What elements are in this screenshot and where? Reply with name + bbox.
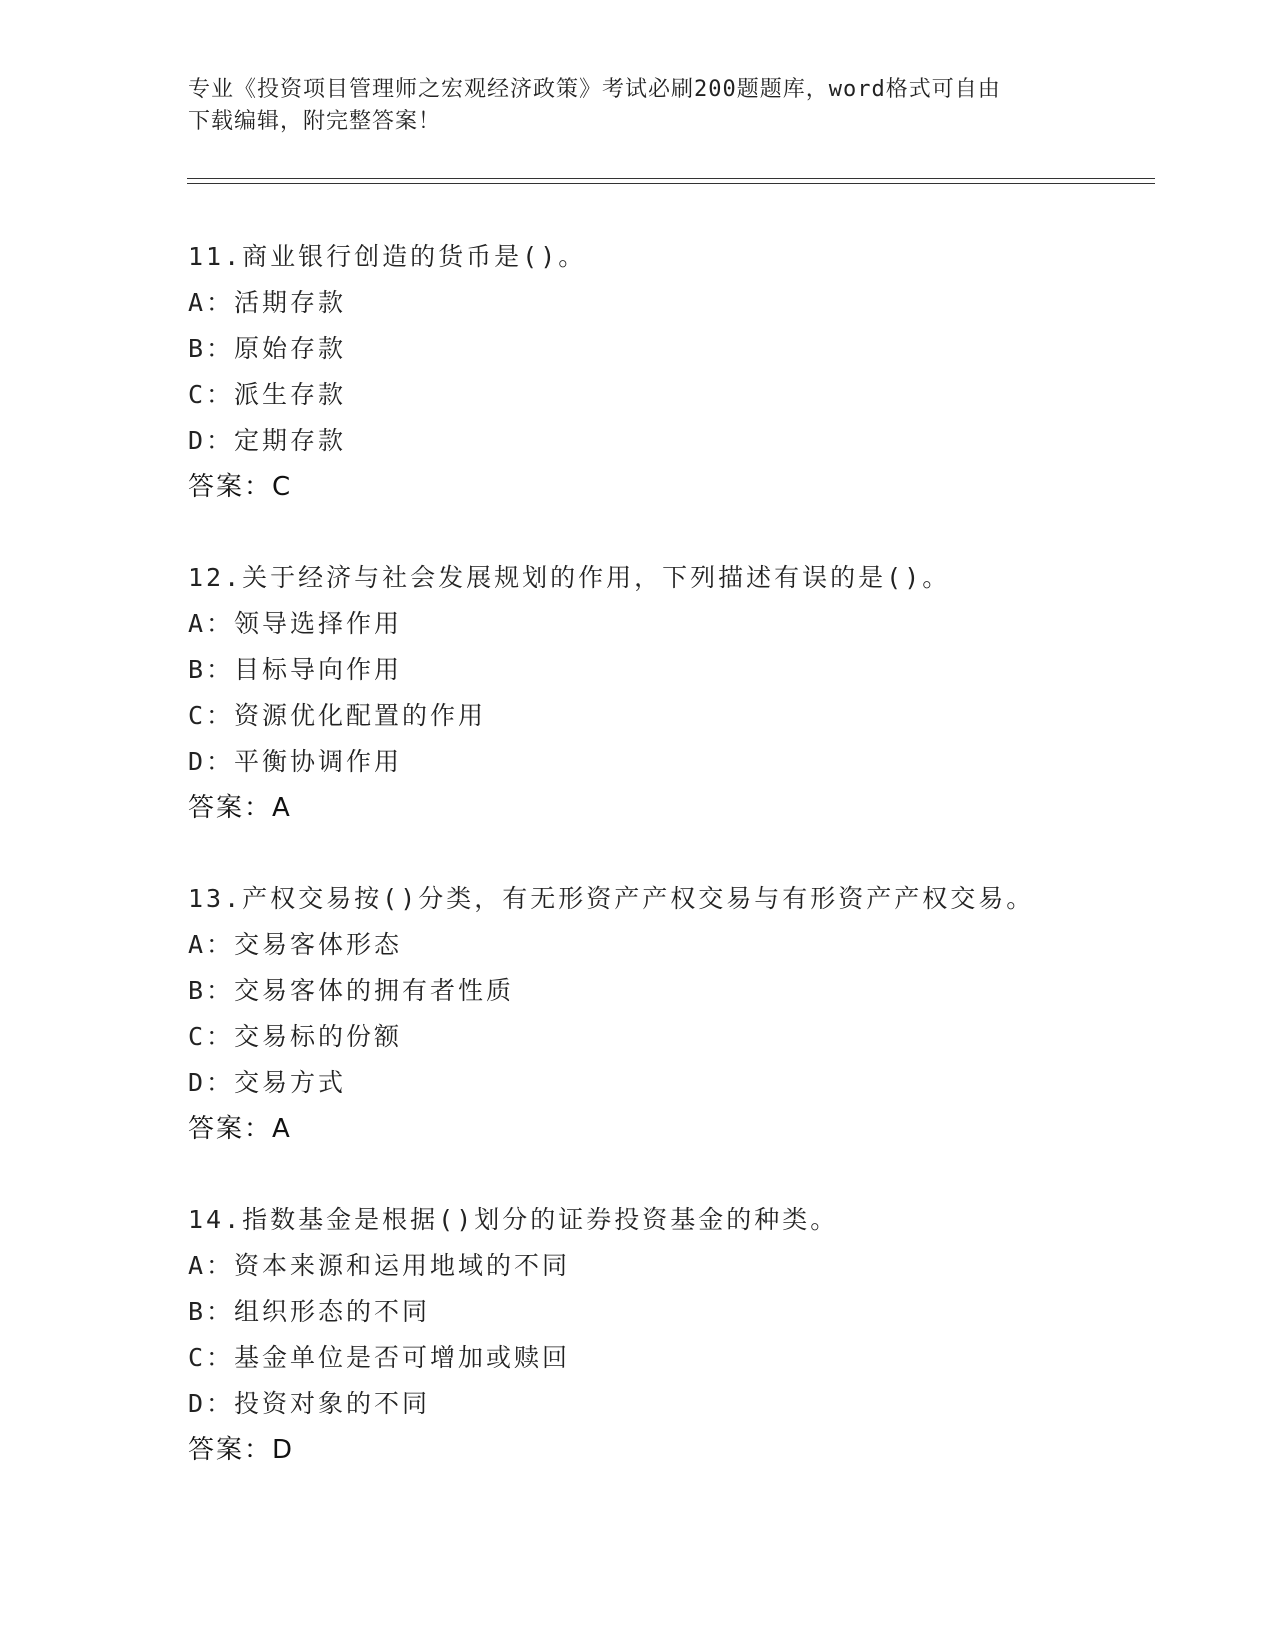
document-header: [188, 74, 1068, 138]
option-a: A：交易客体形态: [188, 930, 403, 959]
option-c: C：资源优化配置的作用: [188, 701, 487, 730]
answer: 答案：D: [188, 1435, 295, 1465]
option-d: D：定期存款: [188, 426, 347, 455]
header-divider-bottom: [187, 183, 1155, 184]
header-line-2: 下载编辑，附完整答案！: [188, 109, 442, 134]
option-b: B：交易客体的拥有者性质: [188, 976, 515, 1005]
question-stem: 12.关于经济与社会发展规划的作用，下列描述有误的是()。: [188, 563, 951, 592]
option-b: B：组织形态的不同: [188, 1297, 431, 1326]
question-14: [188, 1197, 1188, 1473]
question-stem: 13.产权交易按()分类，有无形资产产权交易与有形资产产权交易。: [188, 884, 1035, 913]
option-c: C：基金单位是否可增加或赎回: [188, 1343, 571, 1372]
answer: 答案：A: [188, 1114, 292, 1144]
option-d: D：投资对象的不同: [188, 1389, 431, 1418]
question-12: [188, 555, 1188, 831]
header-line-1: 专业《投资项目管理师之宏观经济政策》考试必刷200题题库，word格式可自由: [188, 77, 1001, 102]
option-d: D：交易方式: [188, 1068, 347, 1097]
answer: 答案：C: [188, 472, 293, 502]
question-stem: 14.指数基金是根据()划分的证券投资基金的种类。: [188, 1205, 839, 1234]
option-d: D：平衡协调作用: [188, 747, 403, 776]
option-b: B：目标导向作用: [188, 655, 403, 684]
option-b: B：原始存款: [188, 334, 347, 363]
option-c: C：派生存款: [188, 380, 347, 409]
option-a: A：资本来源和运用地域的不同: [188, 1251, 571, 1280]
question-13: [188, 876, 1188, 1152]
answer: 答案：A: [188, 793, 292, 823]
header-divider-top: [187, 178, 1155, 179]
option-c: C：交易标的份额: [188, 1022, 403, 1051]
question-stem: 11.商业银行创造的货币是()。: [188, 242, 587, 271]
option-a: A：领导选择作用: [188, 609, 403, 638]
question-11: [188, 234, 1188, 510]
option-a: A：活期存款: [188, 288, 347, 317]
